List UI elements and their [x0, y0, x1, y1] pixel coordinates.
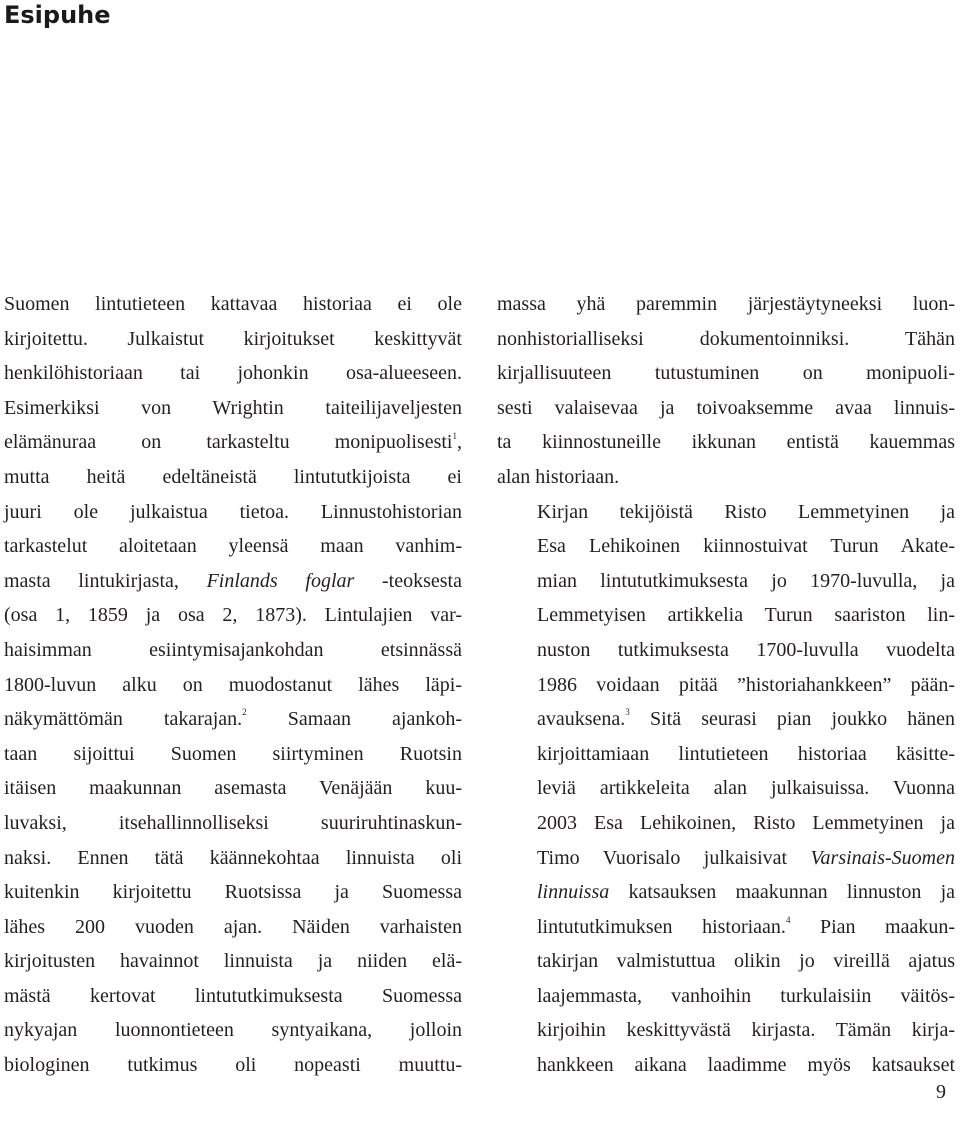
text-line: leviä artikkeleita alan julkaisuissa. Vuonna [537, 777, 955, 800]
text-line: Kirjan tekijöistä Risto Lemmetyinen ja [537, 500, 955, 523]
text-line: avauksena.$^3$ Sitä seurasi pian joukko hänen [537, 707, 955, 731]
text-line: kirjallisuuteen tutustuminen on monipuoli- [497, 362, 955, 385]
text-line: taan sijoittui Suomen siirtyminen Ruotsin [4, 742, 462, 765]
text-line: Suomen lintutieteen kattavaa historiaa ei ole [4, 293, 462, 315]
text-line: mutta heitä edeltäneistä lintututkijoista ei [4, 465, 462, 488]
footnote-mark: 2 [242, 707, 247, 718]
book-title: Finlands foglar [206, 569, 355, 592]
text-line: Lemmetyisen artikkelia Turun saariston lin- [537, 604, 955, 627]
text-line: lintututkimuksen historiaan.$^4$ Pian maakun- [537, 915, 955, 938]
text-line: mian lintututkimuksesta jo 1970-luvulla, ja [537, 569, 955, 592]
text-line: hankkeen aikana laadimme myös katsaukset [537, 1054, 955, 1077]
book-title: linnuissa [537, 881, 610, 904]
text-line: juuri ole julkaistua tietoa. Linnustohistorian [4, 500, 462, 523]
text-line: haisimman esiintymisajankohdan etsinnässä [4, 638, 462, 661]
text-line: kirjoitusten havainnot linnuista ja niiden elä- [4, 950, 462, 973]
text-line: masta lintukirjasta, Finlands foglar -teoksesta [4, 569, 462, 592]
footnote-mark: 1 [452, 430, 457, 441]
page-heading: Esipuhe [4, 1, 111, 29]
text-line: linnuissa katsauksen maakunnan linnuston ja [537, 881, 955, 904]
page-number: 9 [936, 1081, 946, 1103]
text-line: biologinen tutkimus oli nopeasti muuttu- [4, 1054, 462, 1077]
text-line: sesti valaisevaa ja toivoaksemme avaa linnuis- [497, 396, 955, 419]
text-line: Esa Lehikoinen kiinnostuivat Turun Akate- [537, 535, 955, 558]
right-text-column [497, 287, 955, 1083]
text-line: mästä kertovat lintututkimuksesta Suomessa [4, 984, 462, 1007]
footnote-mark: 3 [625, 707, 630, 718]
text-line: luvaksi, itsehallinnolliseksi suuriruhtinaskun- [4, 811, 462, 834]
paragraph [4, 287, 462, 1083]
text-line: 1800-luvun alku on muodostanut lähes läpi- [4, 673, 462, 696]
text-line: takirjan valmistuttua olikin jo vireillä ajatus [537, 950, 955, 973]
text-line: kirjoitettu. Julkaistut kirjoitukset keskittyvät [4, 327, 462, 350]
text-line: alan historiaan. [497, 465, 620, 488]
paragraph [497, 287, 955, 495]
text-line: elämänuraa on tarkasteltu monipuolisesti$^1$, [4, 430, 462, 454]
text-line: laajemmasta, vanhoihin turkulaisiin väitös- [537, 984, 955, 1007]
text-line: 1986 voidaan pitää ”historiahankkeen” pään- [537, 673, 955, 696]
text-line: henkilöhistoriaan tai johonkin osa-alueeseen. [4, 362, 462, 385]
paragraph [497, 495, 955, 1083]
text-line: nykyajan luonnontieteen syntyaikana, jolloin [4, 1019, 462, 1042]
left-text-column [4, 287, 462, 1083]
text-line: näkymättömän takarajan.$^2$ Samaan ajankoh- [4, 707, 463, 731]
text-line: ta kiinnostuneille ikkunan entistä kauemmas [497, 431, 955, 454]
text-line: itäisen maakunnan asemasta Venäjään kuu- [4, 777, 462, 800]
text-line: lähes 200 vuoden ajan. Näiden varhaisten [4, 915, 462, 938]
footnote-mark: 4 [785, 915, 791, 926]
text-line: kirjoittamiaan lintutieteen historiaa käsitte- [537, 742, 955, 765]
text-line: nuston tutkimuksesta 1700-luvulla vuodelta [537, 638, 955, 661]
text-line: 2003 Esa Lehikoinen, Risto Lemmetyinen ja [537, 811, 955, 834]
book-title: Varsinais-Suomen [810, 846, 955, 869]
text-line: kuitenkin kirjoitettu Ruotsissa ja Suomessa [4, 881, 462, 904]
text-line: naksi. Ennen tätä käännekohtaa linnuista oli [4, 846, 462, 869]
text-line: kirjoihin keskittyvästä kirjasta. Tämän kirja- [537, 1019, 955, 1042]
text-line: (osa 1, 1859 ja osa 2, 1873). Lintulajien var- [4, 604, 462, 627]
text-line: tarkastelut aloitetaan yleensä maan vanhim- [4, 535, 462, 558]
text-line: nonhistorialliseksi dokumentoinniksi. Tähän [497, 327, 955, 350]
text-line: massa yhä paremmin järjestäytyneeksi luon- [497, 293, 955, 315]
text-line: Esimerkiksi von Wrightin taiteilijaveljesten [4, 396, 462, 419]
text-line: Timo Vuorisalo julkaisivat Varsinais-Suomen [537, 846, 955, 869]
